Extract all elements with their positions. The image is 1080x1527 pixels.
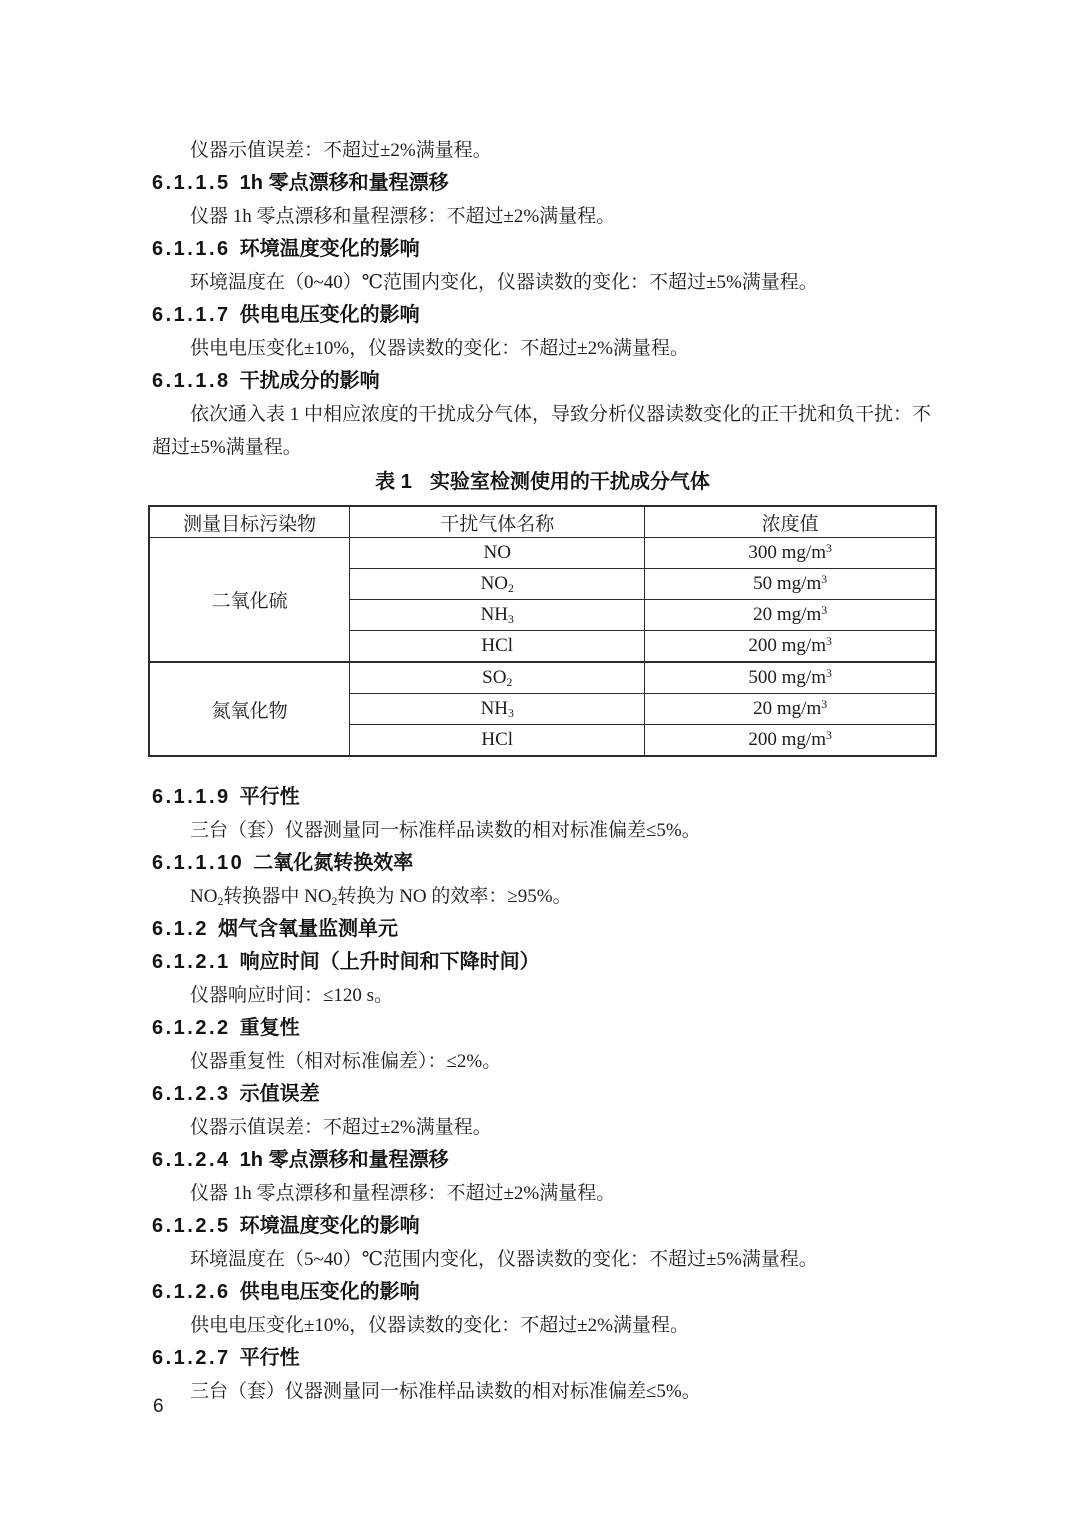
section-heading <box>152 781 934 814</box>
concentration-cell: 50 $mg/m^3$ <box>645 569 936 600</box>
table-row <box>149 538 936 569</box>
section-heading <box>152 1144 934 1177</box>
section-title: 重复性 <box>239 1017 300 1039</box>
section-content-before-table <box>152 134 934 464</box>
interference-gas-table <box>148 505 937 757</box>
concentration-cell: 200 $mg/m^3$ <box>645 631 936 663</box>
paragraph: 供电电压变化±10%，仪器读数的变化：不超过±2%满量程。 <box>190 1315 690 1336</box>
section-number: 6.1.2 <box>152 918 209 940</box>
section-title: 环境温度变化的影响 <box>239 238 420 260</box>
paragraph: 环境温度在（0~40）℃范围内变化，仪器读数的变化：不超过±5%满量程。 <box>190 272 818 293</box>
paragraph: 依次通入表 1 中相应浓度的干扰成分气体，导致分析仪器读数变化的正干扰和负干扰：不超过±5%满量程。 <box>152 404 932 458</box>
table-title-label: 表 1 <box>375 471 412 493</box>
paragraph: 三台（套）仪器测量同一标准样品读数的相对标准偏差≤5%。 <box>190 1381 701 1402</box>
section-title: 示值误差 <box>239 1083 320 1105</box>
paragraph: 供电电压变化±10%，仪器读数的变化：不超过±2%满量程。 <box>190 338 690 359</box>
gas-name-cell: $NH_3$ <box>350 600 645 631</box>
table-title-text: 实验室检测使用的干扰成分气体 <box>429 471 710 493</box>
section-title: 响应时间（上升时间和下降时间） <box>239 951 540 973</box>
section-title: 二氧化氮转换效率 <box>253 852 414 874</box>
gas-name-cell: HCl <box>350 631 645 663</box>
section-title: 供电电压变化的影响 <box>239 1281 420 1303</box>
table-title <box>148 466 937 499</box>
section-heading <box>152 1276 934 1309</box>
section-heading <box>152 1210 934 1243</box>
page-number: 6 <box>153 1396 164 1417</box>
paragraph: $NO_2$转换器中 $NO_2$转换为 NO 的效率：≥95%。 <box>190 886 572 908</box>
paragraph: 仪器重复性（相对标准偏差）：≤2%。 <box>190 1051 502 1072</box>
pollutant-cell: 二氧化硫 <box>149 538 350 663</box>
gas-name-cell: NO <box>350 538 645 569</box>
section-heading <box>152 946 934 979</box>
section-number: 6.1.1.7 <box>152 304 231 326</box>
concentration-cell: 20 $mg/m^3$ <box>645 694 936 725</box>
pollutant-cell: 氮氧化物 <box>149 662 350 756</box>
table-row <box>149 662 936 694</box>
section-number: 6.1.2.2 <box>152 1017 231 1039</box>
section-heading <box>152 365 934 398</box>
paragraph: 仪器示值误差：不超过±2%满量程。 <box>190 140 492 161</box>
table-block <box>148 466 937 757</box>
paragraph: 仪器 1h 零点漂移和量程漂移：不超过±2%满量程。 <box>190 206 616 227</box>
gas-name-cell: $NH_3$ <box>350 694 645 725</box>
section-number: 6.1.2.7 <box>152 1347 231 1369</box>
paragraph: 环境温度在（5~40）℃范围内变化，仪器读数的变化：不超过±5%满量程。 <box>190 1249 818 1270</box>
section-number: 6.1.2.1 <box>152 951 231 973</box>
section-heading <box>152 233 934 266</box>
concentration-cell: 300 $mg/m^3$ <box>645 538 936 569</box>
section-number: 6.1.1.9 <box>152 786 231 808</box>
table-header-cell: 浓度值 <box>645 506 936 538</box>
section-content-after-table <box>152 781 934 1408</box>
section-number: 6.1.2.3 <box>152 1083 231 1105</box>
table-header-cell: 测量目标污染物 <box>149 506 350 538</box>
section-heading <box>152 913 934 946</box>
paragraph: 三台（套）仪器测量同一标准样品读数的相对标准偏差≤5%。 <box>190 820 701 841</box>
concentration-cell: 500 $mg/m^3$ <box>645 662 936 694</box>
gas-name-cell: $NO_2$ <box>350 569 645 600</box>
section-number: 6.1.1.10 <box>152 852 245 874</box>
section-title: 平行性 <box>239 1347 300 1369</box>
section-title: 环境温度变化的影响 <box>239 1215 420 1237</box>
concentration-cell: 20 $mg/m^3$ <box>645 600 936 631</box>
section-title: 干扰成分的影响 <box>239 370 380 392</box>
table-header-cell: 干扰气体名称 <box>350 506 645 538</box>
section-heading <box>152 299 934 332</box>
section-number: 6.1.1.5 <box>152 172 231 194</box>
section-title: 供电电压变化的影响 <box>239 304 420 326</box>
section-number: 6.1.2.4 <box>152 1149 231 1171</box>
section-heading <box>152 1342 934 1375</box>
section-title: 平行性 <box>239 786 300 808</box>
paragraph: 仪器示值误差：不超过±2%满量程。 <box>190 1117 492 1138</box>
paragraph: 仪器响应时间：≤120 s。 <box>190 985 394 1006</box>
paragraph: 仪器 1h 零点漂移和量程漂移：不超过±2%满量程。 <box>190 1183 616 1204</box>
section-number: 6.1.2.6 <box>152 1281 231 1303</box>
gas-name-cell: $SO_2$ <box>350 662 645 694</box>
section-title: 1h 零点漂移和量程漂移 <box>239 1149 449 1171</box>
concentration-cell: 200 $mg/m^3$ <box>645 725 936 757</box>
table-header-row <box>149 506 936 538</box>
gas-name-cell: HCl <box>350 725 645 757</box>
section-number: 6.1.2.5 <box>152 1215 231 1237</box>
section-heading <box>152 1012 934 1045</box>
section-number: 6.1.1.6 <box>152 238 231 260</box>
section-title: 1h 零点漂移和量程漂移 <box>239 172 449 194</box>
section-heading <box>152 167 934 200</box>
section-number: 6.1.1.8 <box>152 370 231 392</box>
section-heading <box>152 847 934 880</box>
section-heading <box>152 1078 934 1111</box>
section-title: 烟气含氧量监测单元 <box>217 918 398 940</box>
